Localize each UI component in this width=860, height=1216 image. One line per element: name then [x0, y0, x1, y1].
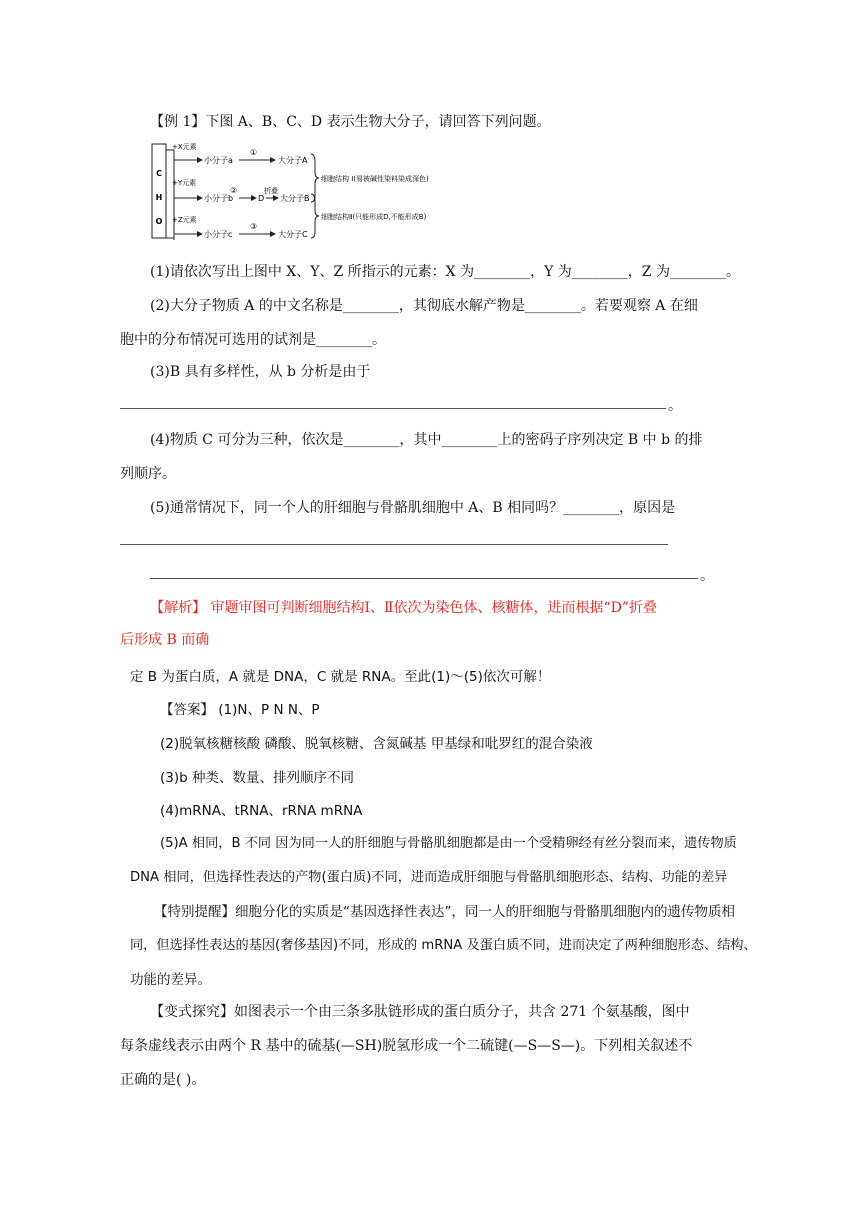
question-1: (1)请依次写出上图中 X、Y、Z 所指示的元素：X 为________，Y 为________，Z 为________。 — [150, 264, 740, 280]
fold-label: 折叠 — [264, 187, 278, 195]
x-element-label: +X元素 — [172, 143, 197, 151]
question-2-line-2: 胞中的分布情况可选用的试剂是________。 — [120, 332, 386, 348]
question-4-line-1: (4)物质 C 可分为三种，依次是________，其中________上的密码子序列决定 B 中 b 的排 — [150, 432, 703, 448]
variant-line-1: 【变式探究】如图表示一个由三条多肽链形成的蛋白质分子，共含 271 个氨基酸，图中 — [150, 1004, 690, 1020]
tip-line-3: 功能的差异。 — [130, 972, 211, 988]
element-o: O — [155, 217, 163, 226]
element-c: C — [156, 169, 162, 178]
analysis-line-1: 【解析】 审题审图可判断细胞结构Ⅰ、Ⅱ依次为染色体、核糖体，进而根据“D”折叠 — [150, 600, 658, 616]
q5-period: 。 — [700, 568, 714, 584]
question-3: (3)B 具有多样性，从 b 分析是由于 — [150, 364, 371, 380]
cell-structure-2: 细胞结构Ⅱ(只能形成D,不能形成B) — [321, 213, 427, 221]
answer-5-line-1: (5)A 相同，B 不同 因为同一人的肝细胞与骨骼肌细胞都是由一个受精卵经有丝分裂而来，遗传物质 — [160, 836, 737, 851]
answer-3: (3)b 种类、数量、排列顺序不同 — [160, 770, 354, 786]
molecule-d: D — [258, 194, 265, 203]
small-molecule-c: 小分子c — [204, 230, 233, 239]
variant-line-3: 正确的是( )。 — [120, 1072, 206, 1088]
step-3: ③ — [250, 222, 258, 231]
y-element-label: +Y元素 — [172, 179, 197, 187]
answer-2: (2)脱氧核糖核酸 磷酸、脱氧核糖、含氮碱基 甲基绿和吡罗红的混合染液 — [160, 736, 593, 752]
question-2-line-1: (2)大分子物质 A 的中文名称是________，其彻底水解产物是________。若要观察 A 在细 — [150, 298, 698, 314]
z-element-label: +Z元素 — [172, 216, 197, 224]
answer-line-q5-b — [150, 578, 698, 579]
tip-line-1: 【特别提醒】细胞分化的实质是“基因选择性表达”，同一人的肝细胞与骨骼肌细胞内的遗传物质相 — [154, 904, 735, 920]
answer-1: 【答案】 (1)N、P N N、P — [160, 702, 320, 718]
answer-line-q3 — [120, 408, 666, 409]
variant-line-2: 每条虚线表示由两个 R 基中的硫基(—SH)脱氢形成一个二硫键(—S—S—)。下列相关叙述不 — [120, 1038, 693, 1054]
analysis-line-2: 后形成 B 而确 — [120, 632, 210, 648]
answer-line-q5-a — [120, 544, 668, 545]
cell-structure-1: 细胞结构 Ⅰ(易被碱性染料染成深色) — [321, 175, 429, 183]
macromolecule-c: 大分子C — [278, 230, 308, 239]
step-1: ① — [250, 148, 258, 157]
question-4-line-2: 列顺序。 — [120, 466, 176, 482]
example-intro: 【例 1】下图 A、B、C、D 表示生物大分子，请回答下列问题。 — [150, 114, 551, 130]
answer-5-line-2: DNA 相同，但选择性表达的产物(蛋白质)不同，进而造成肝细胞与骨骼肌细胞形态、结构、功能的差异 — [130, 870, 728, 885]
question-5: (5)通常情况下，同一个人的肝细胞与骨骼肌细胞中 A、B 相同吗？________，原因是 — [150, 500, 676, 516]
element-h: H — [155, 193, 163, 202]
macromolecule-diagram — [150, 140, 510, 244]
analysis-line-3: 定 B 为蛋白质，A 就是 DNA，C 就是 RNA。至此(1)～(5)依次可解！ — [130, 669, 551, 685]
macromolecule-b: 大分子B — [280, 194, 310, 203]
answer-4: (4)mRNA、tRNA、rRNA mRNA — [160, 803, 363, 819]
small-molecule-b: 小分子b — [204, 194, 234, 203]
small-molecule-a: 小分子a — [204, 156, 233, 165]
step-2: ② — [230, 186, 238, 195]
q3-period: 。 — [668, 398, 682, 414]
tip-line-2: 同，但选择性表达的基因(奢侈基因)不同，形成的 mRNA 及蛋白质不同，进而决定了两种细胞形态、结构、 — [130, 938, 757, 953]
macromolecule-a: 大分子A — [278, 156, 308, 165]
